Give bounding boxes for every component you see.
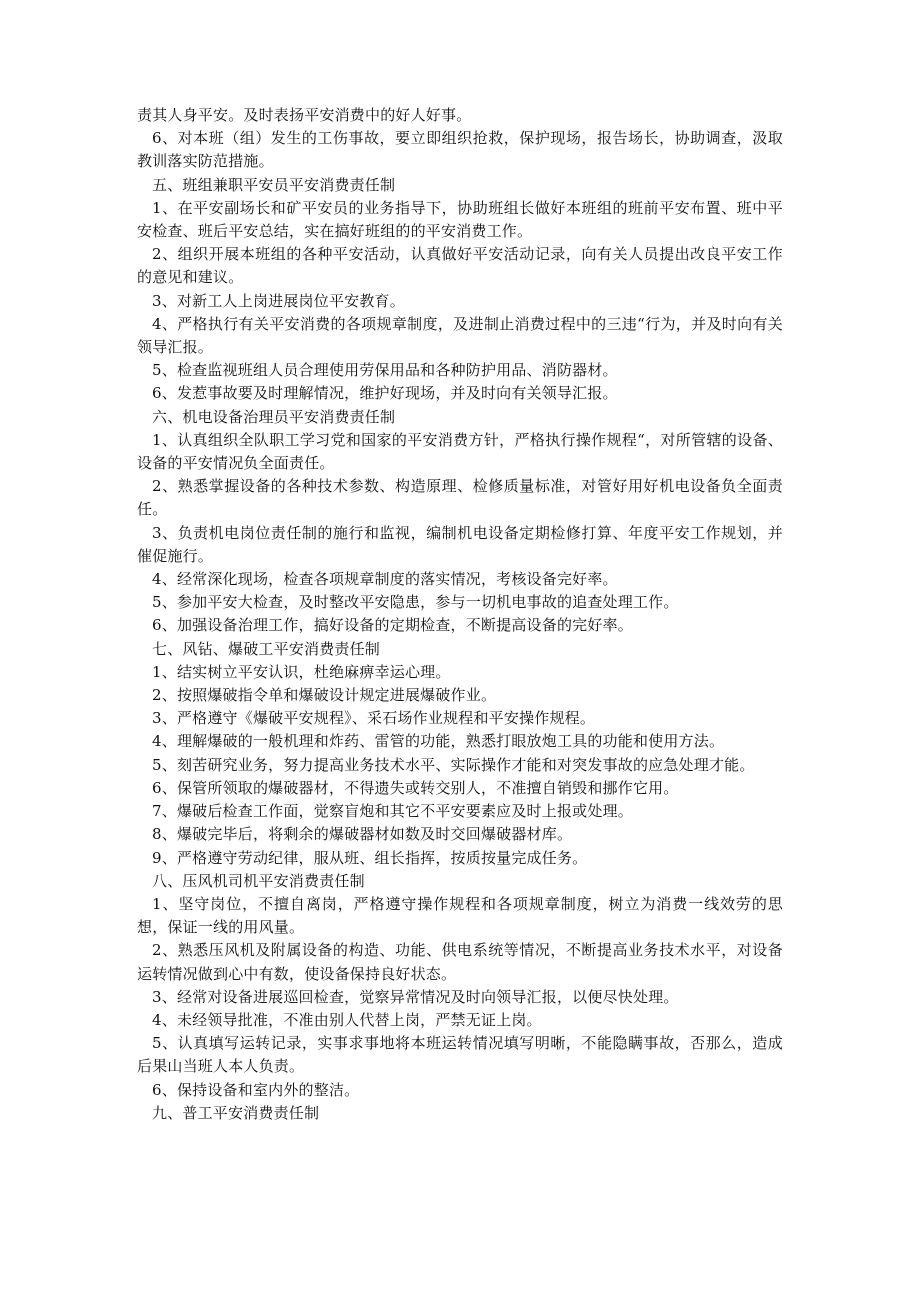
paragraph: 2、组织开展本班组的各种平安活动，认真做好平安活动记录，向有关人员提出改良平安工作的意见和建议。: [137, 245, 783, 287]
paragraph: 2、熟悉压风机及附属设备的构造、功能、供电系统等情况，不断提高业务技术水平，对设备运转情况做到心中有数，使设备保持良好状态。: [137, 941, 783, 983]
paragraph: 4、严格执行有关平安消费的各项规章制度，及进制止消费过程中的三违“行为，并及时向有关领导汇报。: [137, 314, 783, 357]
paragraph: 责其人身平安。及时表扬平安消费中的好人好事。: [137, 106, 472, 124]
paragraph: 5、认真填写运转记录，实事求事地将本班运转情况填写明晰，不能隐瞒事故，否那么，造成后果山当班人本人负责。: [137, 1034, 783, 1076]
paragraph: 4、经常深化现场，检查各项规章制度的落实情况，考核设备完好率。: [152, 570, 618, 589]
paragraph: 4、未经领导批准，不准由别人代替上岗，严禁无证上岗。: [152, 1010, 542, 1029]
paragraph: 9、严格遵守劳动纪律，服从班、组长指挥，按质按量完成任务。: [152, 848, 588, 867]
paragraph: 7、爆破后检查工作面，觉察盲炮和其它不平安要素应及时上报或处理。: [152, 802, 633, 821]
document-body: [137, 104, 783, 1125]
paragraph: 6、加强设备治理工作，搞好设备的定期检查，不断提高设备的完好率。: [152, 616, 633, 635]
paragraph: 2、熟悉掌握设备的各种技术参数、构造原理、检修质量标准，对管好用好机电设备负全面责任。: [137, 477, 783, 519]
section-heading: 八、压风机司机平安消费责任制: [152, 871, 365, 890]
paragraph: 8、爆破完毕后，将剩余的爆破器材如数及时交回爆破器材库。: [152, 825, 573, 844]
paragraph: 3、对新工人上岗进展岗位平安教育。: [152, 291, 405, 310]
paragraph: 4、理解爆破的一般机理和炸药、雷管的功能，熟悉打眼放炮工具的功能和使用方法。: [152, 732, 725, 751]
paragraph: 1、坚守岗位，不擅自离岗，严格遵守操作规程和各项规章制度，树立为消费一线效劳的思想，保证一线的用风量。: [137, 894, 783, 937]
section-heading: 七、风钻、爆破工平安消费责任制: [152, 639, 381, 658]
paragraph: 1、结实树立平安认识，杜绝麻痹幸运心理。: [152, 662, 451, 681]
section-heading: 六、机电设备治理员平安消费责任制: [152, 407, 396, 426]
paragraph: 3、经常对设备进展巡回检查，觉察异常情况及时向领导汇报，以便尽快处理。: [152, 987, 679, 1006]
paragraph: 6、发惹事故要及时理解情况，维护好现场，并及时向有关领导汇报。: [152, 384, 618, 403]
paragraph: 3、严格遵守《爆破平安规程》、采石场作业规程和平安操作规程。: [152, 709, 596, 728]
paragraph: 3、负责机电岗位责任制的施行和监视，编制机电设备定期检修打算、年度平安工作规划，并催促施行。: [137, 523, 783, 565]
paragraph: 6、对本班（组）发生的工伤事故，要立即组织抢救，保护现场，报告场长，协助调查，汲取教训落实防范措施。: [137, 129, 783, 171]
paragraph: 6、保持设备和室内外的整洁。: [152, 1080, 360, 1099]
paragraph: 5、检查监视班组人员合理使用劳保用品和各种防护用品、消防器材。: [152, 361, 618, 380]
paragraph: 5、刻苦研究业务，努力提高业务技术水平、实际操作才能和对突发事故的应急处理才能。: [152, 755, 755, 774]
paragraph: 6、保管所领取的爆破器材，不得遗失或转交别人，不准擅自销毁和挪作它用。: [152, 778, 679, 797]
paragraph: 1、在平安副场长和矿平安员的业务指导下，协助班组长做好本班组的班前平安布置、班中平安检查、班后平安总结，实在搞好班组的的平安消费工作。: [137, 198, 783, 241]
paragraph: 2、按照爆破指令单和爆破设计规定进展爆破作业。: [152, 686, 497, 705]
paragraph: 1、认真组织全队职工学习党和国家的平安消费方针，严格执行操作规程“，对所管辖的设备、设备的平安情况负全面责任。: [137, 430, 783, 473]
section-heading: 九、普工平安消费责任制: [152, 1103, 320, 1122]
paragraph: 5、参加平安大检查，及时整改平安隐患，参与一切机电事故的追查处理工作。: [152, 593, 679, 612]
section-heading: 五、班组兼职平安员平安消费责任制: [152, 175, 396, 194]
